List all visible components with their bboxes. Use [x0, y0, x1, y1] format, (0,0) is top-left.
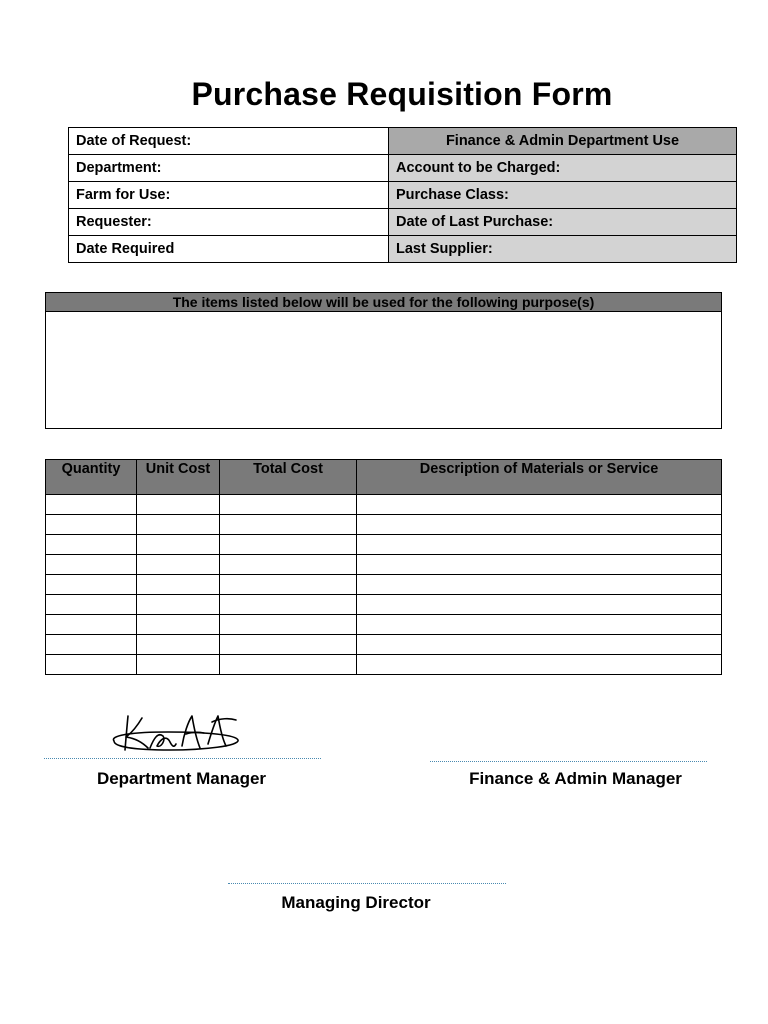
total-cost-cell[interactable]: [220, 595, 357, 615]
items-body: [46, 495, 722, 675]
quantity-cell[interactable]: [46, 655, 137, 675]
total-cost-cell[interactable]: [220, 515, 357, 535]
unit-cost-cell[interactable]: [137, 515, 220, 535]
managing-director-signature-line: [228, 883, 506, 884]
form-title: Purchase Requisition Form: [191, 76, 613, 112]
date-required-field[interactable]: Date Required: [69, 236, 389, 263]
total-cost-cell[interactable]: [220, 655, 357, 675]
total-cost-cell[interactable]: [220, 615, 357, 635]
purpose-heading: The items listed below will be used for the following purpose(s): [46, 293, 721, 312]
description-cell[interactable]: [357, 655, 722, 675]
unit-cost-cell[interactable]: [137, 615, 220, 635]
description-header: Description of Materials or Service: [357, 460, 722, 495]
description-cell[interactable]: [357, 575, 722, 595]
purchase-class-field[interactable]: Purchase Class:: [389, 182, 737, 209]
item-row: [46, 495, 722, 515]
info-row: [69, 155, 737, 182]
quantity-cell[interactable]: [46, 575, 137, 595]
unit-cost-cell[interactable]: [137, 575, 220, 595]
total-cost-cell[interactable]: [220, 555, 357, 575]
info-row: [69, 236, 737, 263]
managing-director-label: Managing Director: [281, 893, 431, 912]
description-cell[interactable]: [357, 635, 722, 655]
date-of-request-field[interactable]: Date of Request:: [69, 128, 389, 155]
finance-admin-manager-signature-line: [430, 761, 707, 762]
description-cell[interactable]: [357, 535, 722, 555]
total-cost-cell[interactable]: [220, 495, 357, 515]
date-last-purchase-field[interactable]: Date of Last Purchase:: [389, 209, 737, 236]
quantity-cell[interactable]: [46, 555, 137, 575]
department-manager-signature: [108, 708, 243, 758]
quantity-cell[interactable]: [46, 535, 137, 555]
department-manager-label: Department Manager: [96, 769, 267, 788]
quantity-cell[interactable]: [46, 495, 137, 515]
total-cost-cell[interactable]: [220, 635, 357, 655]
item-row: [46, 575, 722, 595]
description-cell[interactable]: [357, 595, 722, 615]
unit-cost-cell[interactable]: [137, 635, 220, 655]
quantity-cell[interactable]: [46, 515, 137, 535]
total-cost-cell[interactable]: [220, 535, 357, 555]
description-cell[interactable]: [357, 495, 722, 515]
item-row: [46, 535, 722, 555]
item-row: [46, 515, 722, 535]
total-cost-cell[interactable]: [220, 575, 357, 595]
request-info-table: [68, 127, 737, 263]
total-cost-header: Total Cost: [220, 460, 357, 495]
unit-cost-cell[interactable]: [137, 535, 220, 555]
item-row: [46, 635, 722, 655]
quantity-cell[interactable]: [46, 615, 137, 635]
purpose-text-area[interactable]: [46, 312, 721, 429]
quantity-cell[interactable]: [46, 635, 137, 655]
description-cell[interactable]: [357, 615, 722, 635]
quantity-cell[interactable]: [46, 595, 137, 615]
unit-cost-header: Unit Cost: [137, 460, 220, 495]
description-cell[interactable]: [357, 515, 722, 535]
items-table: [45, 459, 722, 675]
purpose-box: [45, 292, 722, 429]
finance-admin-manager-label: Finance & Admin Manager: [469, 769, 682, 788]
info-row: [69, 209, 737, 236]
item-row: [46, 615, 722, 635]
unit-cost-cell[interactable]: [137, 495, 220, 515]
item-row: [46, 555, 722, 575]
unit-cost-cell[interactable]: [137, 655, 220, 675]
finance-admin-use-heading: Finance & Admin Department Use: [389, 128, 737, 155]
farm-for-use-field[interactable]: Farm for Use:: [69, 182, 389, 209]
quantity-header: Quantity: [46, 460, 137, 495]
description-cell[interactable]: [357, 555, 722, 575]
unit-cost-cell[interactable]: [137, 595, 220, 615]
department-manager-signature-line: [44, 758, 321, 759]
item-row: [46, 595, 722, 615]
info-row: [69, 128, 737, 155]
last-supplier-field[interactable]: Last Supplier:: [389, 236, 737, 263]
unit-cost-cell[interactable]: [137, 555, 220, 575]
department-field[interactable]: Department:: [69, 155, 389, 182]
items-header-row: [46, 460, 722, 495]
item-row: [46, 655, 722, 675]
account-charged-field[interactable]: Account to be Charged:: [389, 155, 737, 182]
requester-field[interactable]: Requester:: [69, 209, 389, 236]
info-row: [69, 182, 737, 209]
